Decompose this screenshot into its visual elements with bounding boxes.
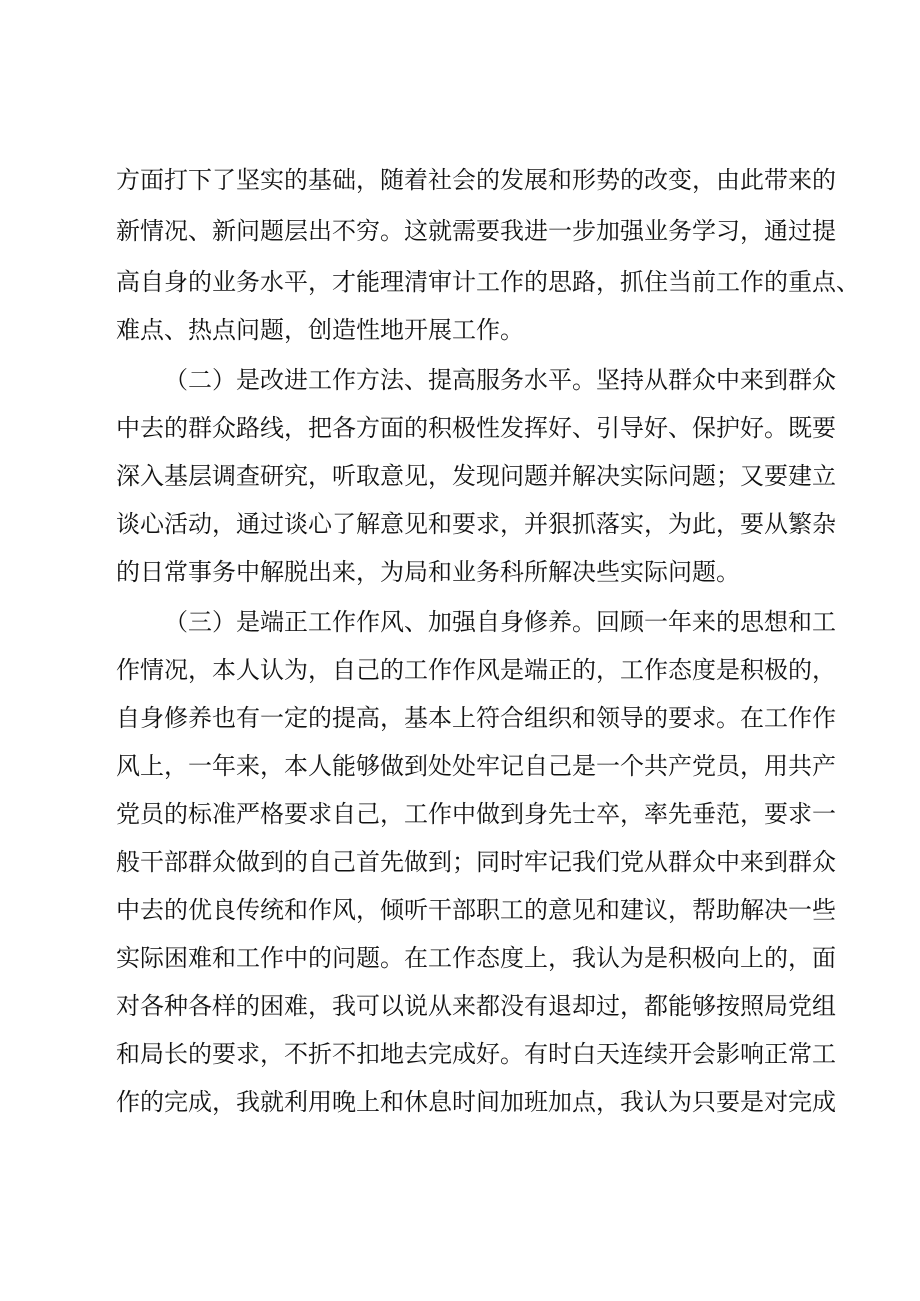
paragraph-line: 中去的群众路线，把各方面的积极性发挥好、引导好、保护好。既要 [116, 414, 836, 442]
paragraph-line: 谈心活动，通过谈心了解意见和要求，并狠抓落实，为此，要从繁杂 [116, 510, 836, 538]
paragraph-line: 实际困难和工作中的问题。在工作态度上，我认为是积极向上的，面 [116, 944, 836, 972]
paragraph-line: 中去的优良传统和作风，倾听干部职工的意见和建议，帮助解决一些 [116, 896, 836, 924]
paragraph-line: 新情况、新问题层出不穷。这就需要我进一步加强业务学习，通过提 [116, 217, 836, 245]
paragraph-line: 自身修养也有一定的提高，基本上符合组织和领导的要求。在工作作 [116, 704, 836, 732]
paragraph-line: 高自身的业务水平，才能理清审计工作的思路，抓住当前工作的重点、 [116, 268, 860, 296]
paragraph-line: （三）是端正工作作风、加强自身修养。回顾一年来的思想和工 [164, 608, 836, 636]
paragraph-line: 作的完成，我就利用晚上和休息时间加班加点，我认为只要是对完成 [116, 1088, 836, 1116]
paragraph-line: 作情况，本人认为，自己的工作作风是端正的，工作态度是积极的， [116, 656, 836, 684]
paragraph-line: 的日常事务中解脱出来，为局和业务科所解决些实际问题。 [116, 558, 740, 586]
paragraph-line: 和局长的要求，不折不扣地去完成好。有时白天连续开会影响正常工 [116, 1040, 836, 1068]
paragraph-line: 方面打下了坚实的基础，随着社会的发展和形势的改变，由此带来的 [116, 166, 836, 194]
paragraph-line: 对各种各样的困难，我可以说从来都没有退却过，都能够按照局党组 [116, 992, 836, 1020]
paragraph-line: 党员的标准严格要求自己，工作中做到身先士卒，率先垂范，要求一 [116, 800, 836, 828]
paragraph-line: 风上，一年来，本人能够做到处处牢记自己是一个共产党员，用共产 [116, 752, 836, 780]
paragraph-line: 深入基层调查研究，听取意见，发现问题并解决实际问题；又要建立 [116, 462, 836, 490]
paragraph-line: 难点、热点问题，创造性地开展工作。 [116, 316, 524, 344]
paragraph-line: 般干部群众做到的自己首先做到；同时牢记我们党从群众中来到群众 [116, 848, 836, 876]
paragraph-line: （二）是改进工作方法、提高服务水平。坚持从群众中来到群众 [164, 366, 836, 394]
